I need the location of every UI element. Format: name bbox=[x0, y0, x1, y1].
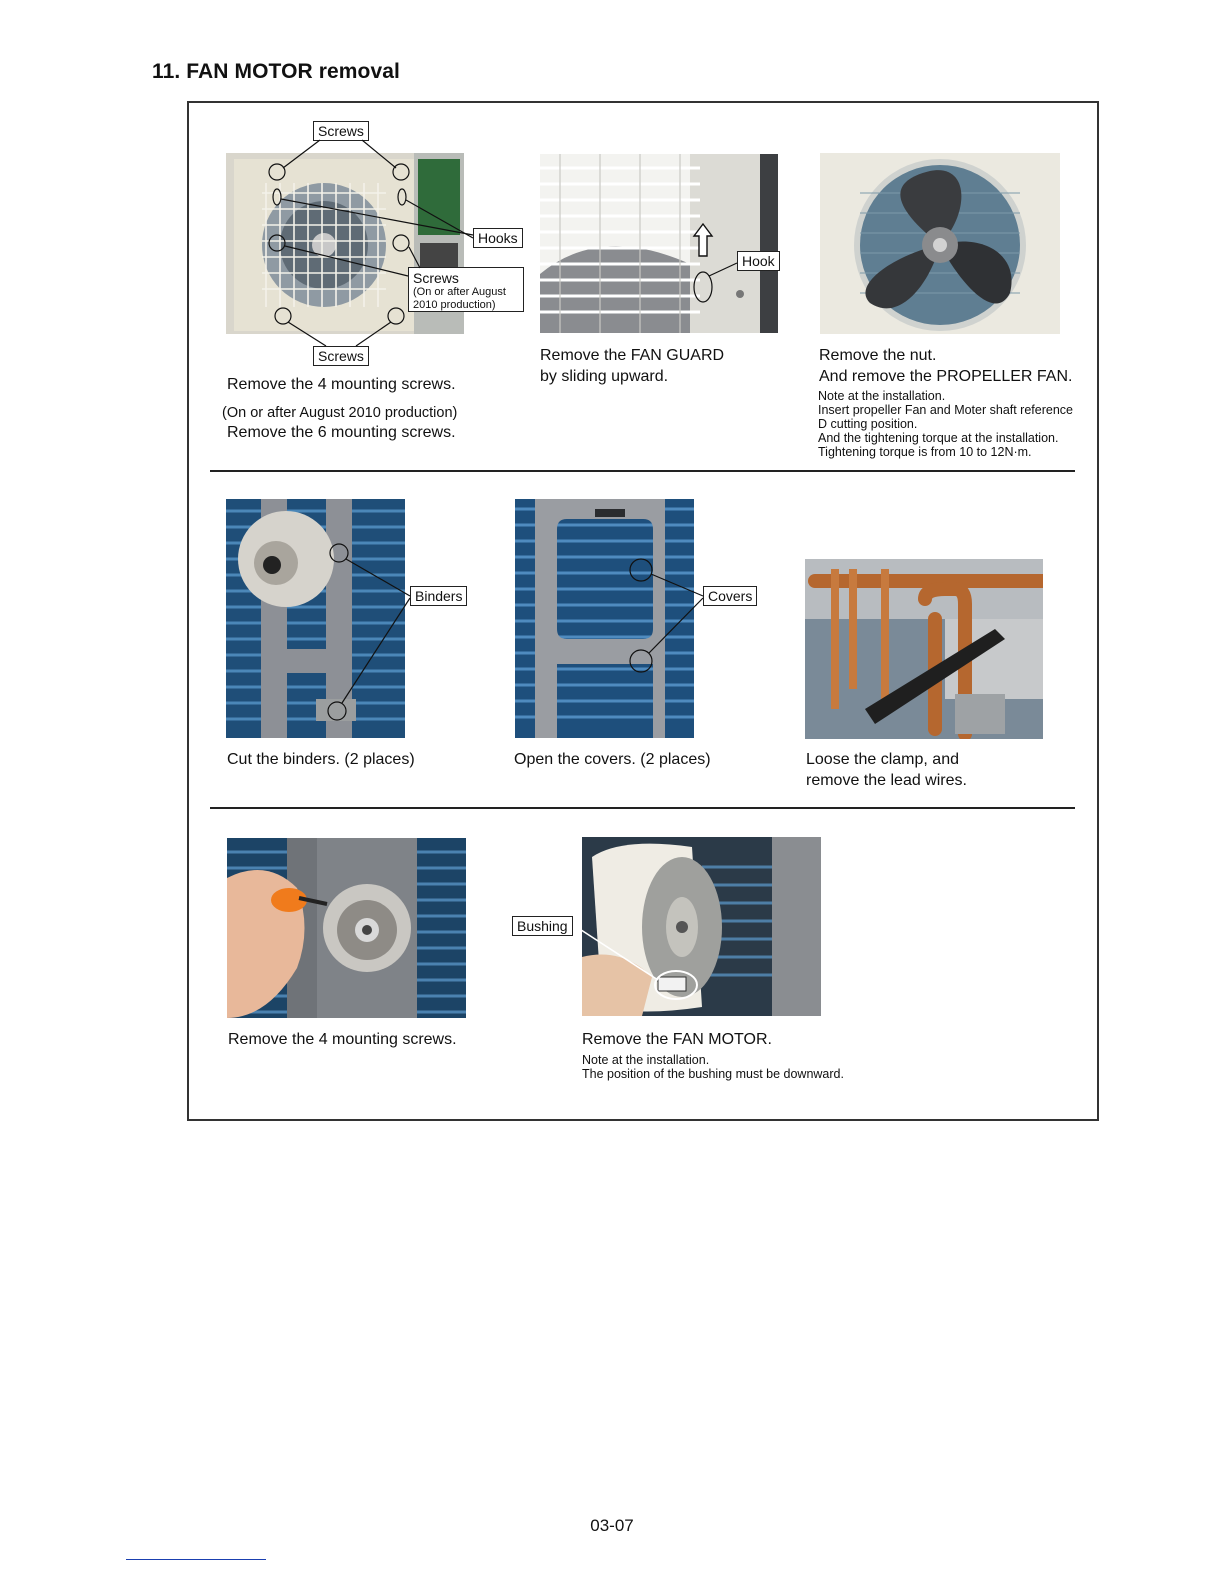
step4-caption: Cut the binders. (2 places) bbox=[227, 751, 415, 768]
binders-callout: Binders bbox=[410, 586, 467, 606]
footer-rule bbox=[126, 1559, 266, 1560]
propeller-fan-photo bbox=[820, 153, 1060, 334]
step3-caption-line1: Remove the nut. bbox=[819, 347, 937, 364]
step1-production-note: (On or after August 2010 production) bbox=[222, 405, 458, 421]
screws-callout-mid bbox=[408, 267, 524, 312]
step3-note-1: Note at the installation. bbox=[818, 389, 946, 403]
hooks-callout: Hooks bbox=[473, 228, 523, 248]
binders-photo bbox=[226, 499, 405, 738]
step1-caption: Remove the 4 mounting screws. bbox=[227, 376, 456, 393]
screws-callout-mid-label: Screws bbox=[413, 270, 459, 286]
lead-wires-photo bbox=[805, 559, 1043, 739]
bushing-callout: Bushing bbox=[512, 916, 573, 936]
step8-caption: Remove the FAN MOTOR. bbox=[582, 1031, 772, 1048]
step3-caption-line2: And remove the PROPELLER FAN. bbox=[819, 368, 1073, 385]
step8-note-2: The position of the bushing must be downward. bbox=[582, 1067, 844, 1081]
mounting-screws-photo bbox=[227, 838, 466, 1018]
fan-guard-photo bbox=[540, 154, 778, 333]
page-title: 11. FAN MOTOR removal bbox=[152, 60, 400, 83]
screws-callout-top: Screws bbox=[313, 121, 369, 141]
step2-caption-line2: by sliding upward. bbox=[540, 368, 669, 385]
step3-note-3: D cutting position. bbox=[818, 417, 918, 431]
step2-caption-line1: Remove the FAN GUARD bbox=[540, 347, 725, 364]
step8-note-1: Note at the installation. bbox=[582, 1053, 710, 1067]
step3-note-4: And the tightening torque at the installation. bbox=[818, 431, 1059, 445]
section-divider-1 bbox=[210, 470, 1075, 472]
screws-callout-mid-note-2: 2010 production) bbox=[413, 299, 496, 311]
fan-motor-photo bbox=[582, 837, 821, 1016]
screws-callout-bottom: Screws bbox=[313, 346, 369, 366]
screws-callout-mid-note-1: (On or after August bbox=[413, 286, 506, 298]
page-number: 03-07 bbox=[590, 1516, 634, 1535]
step7-caption: Remove the 4 mounting screws. bbox=[228, 1031, 457, 1048]
section-divider-2 bbox=[210, 807, 1075, 809]
covers-photo bbox=[515, 499, 694, 738]
step1-caption-2: Remove the 6 mounting screws. bbox=[227, 424, 456, 441]
step5-caption: Open the covers. (2 places) bbox=[514, 751, 711, 768]
step3-note-5: Tightening torque is from 10 to 12N·m. bbox=[818, 445, 1032, 459]
covers-callout: Covers bbox=[703, 586, 757, 606]
hook-callout: Hook bbox=[737, 251, 780, 271]
step6-caption-line1: Loose the clamp, and bbox=[806, 751, 959, 768]
step3-note-2: Insert propeller Fan and Moter shaft reference bbox=[818, 403, 1073, 417]
step6-caption-line2: remove the lead wires. bbox=[806, 772, 967, 789]
